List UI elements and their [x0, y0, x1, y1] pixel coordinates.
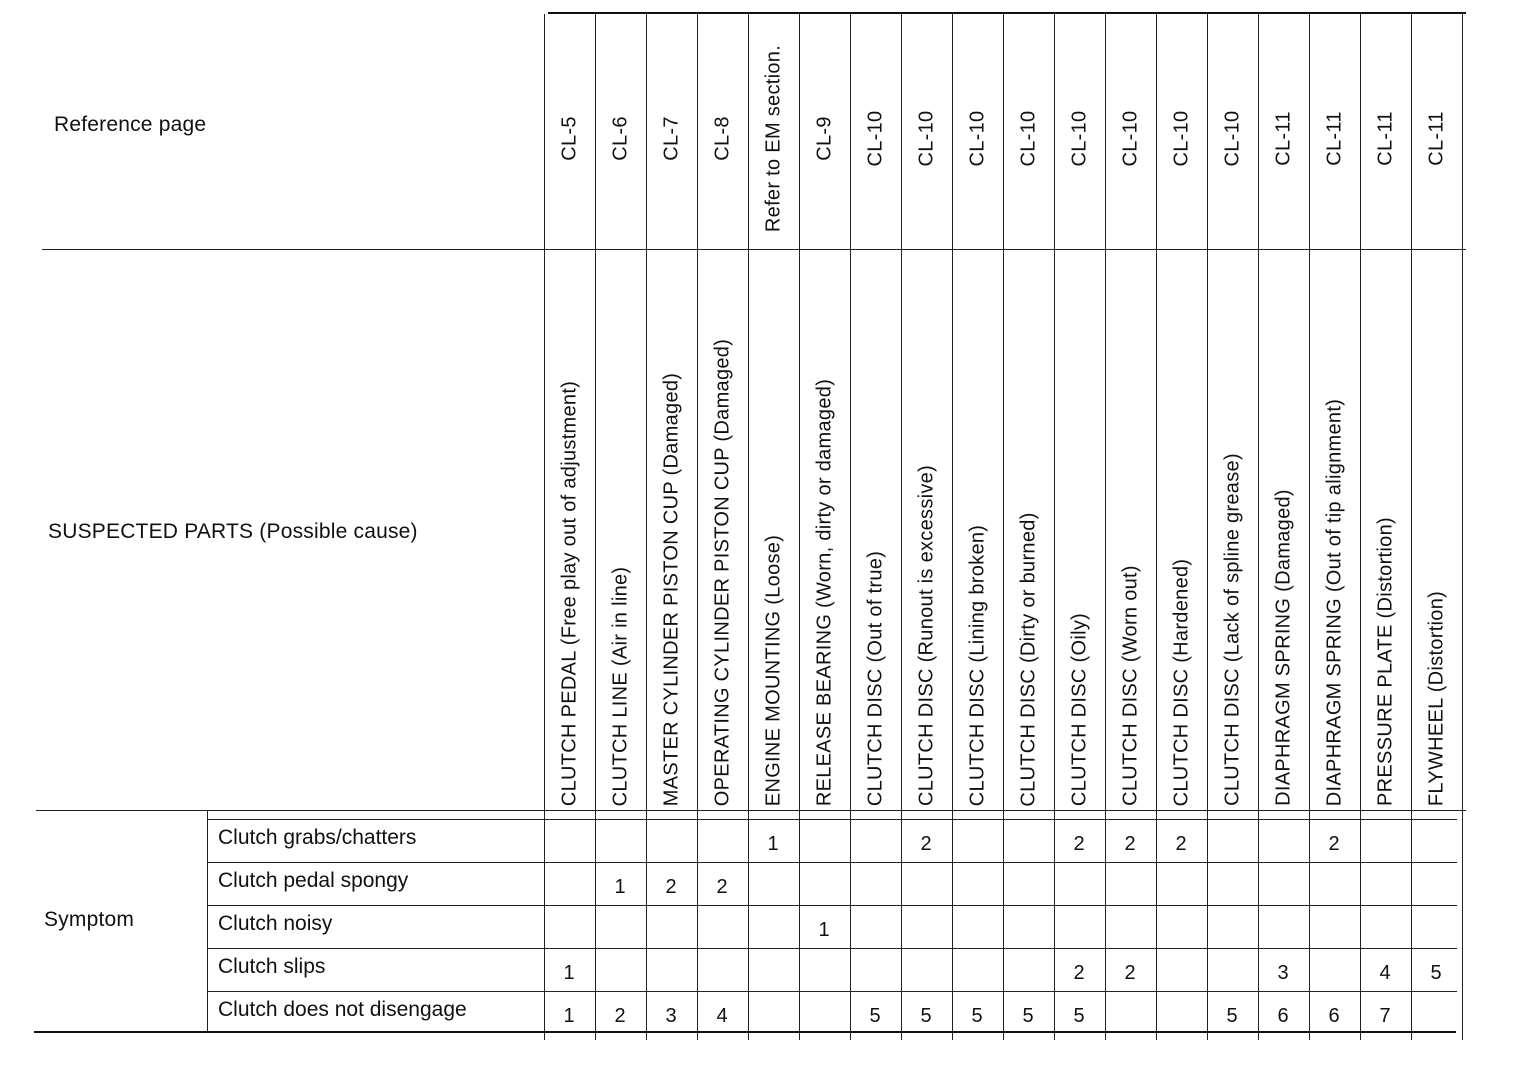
reference-page-value: CL-8 — [711, 115, 733, 161]
column-divider — [1411, 14, 1412, 1040]
column-divider — [850, 14, 851, 1040]
row-divider — [207, 862, 1457, 863]
priority-value: 7 — [1379, 1005, 1391, 1027]
column-divider — [1207, 14, 1208, 1040]
reference-page-value: CL-9 — [813, 115, 835, 161]
suspected-part-label: CLUTCH DISC (Oily) — [1068, 612, 1090, 807]
priority-value: 2 — [665, 876, 677, 898]
symptom-row-label: Clutch noisy — [218, 912, 333, 935]
suspected-part-label: DIAPHRAGM SPRING (Damaged) — [1272, 489, 1294, 806]
priority-value: 2 — [1124, 962, 1136, 984]
suspected-part-label: CLUTCH DISC (Lining broken) — [966, 524, 988, 806]
row-divider — [207, 819, 1457, 820]
priority-value: 2 — [920, 833, 932, 855]
priority-value: 1 — [614, 876, 626, 898]
reference-page-value: CL-10 — [1017, 110, 1039, 166]
row-divider — [207, 905, 1457, 906]
header-bottom-rule — [36, 810, 1466, 811]
priority-value: 5 — [971, 1005, 983, 1027]
column-divider — [1156, 14, 1157, 1040]
suspected-part-label: PRESSURE PLATE (Distortion) — [1374, 517, 1396, 806]
suspected-part-label: DIAPHRAGM SPRING (Out of tip alignment) — [1323, 398, 1345, 807]
row-divider — [207, 991, 1457, 992]
priority-value: 5 — [1073, 1005, 1085, 1027]
priority-value: 2 — [1124, 833, 1136, 855]
suspected-part-label: MASTER CYLINDER PISTON CUP (Damaged) — [660, 372, 682, 806]
reference-page-value: CL-10 — [915, 110, 937, 166]
suspected-part-label: CLUTCH PEDAL (Free play out of adjustment) — [558, 380, 580, 807]
reference-page-value: CL-10 — [1068, 110, 1090, 166]
reference-divider — [42, 249, 1466, 250]
reference-page-value: CL-11 — [1374, 110, 1396, 166]
column-divider — [1258, 14, 1259, 1040]
priority-value: 3 — [1277, 962, 1289, 984]
reference-page-value: CL-10 — [864, 110, 886, 166]
priority-value: 2 — [716, 876, 728, 898]
column-divider — [1105, 14, 1106, 1040]
reference-page-value: CL-6 — [609, 115, 631, 161]
priority-value: 2 — [1175, 833, 1187, 855]
reference-page-label: Reference page — [54, 113, 207, 136]
reference-page-value: CL-7 — [660, 115, 682, 161]
priority-value: 3 — [665, 1005, 677, 1027]
column-divider — [1003, 14, 1004, 1040]
priority-value: 4 — [1379, 962, 1391, 984]
priority-value: 2 — [1073, 962, 1085, 984]
suspected-part-label: CLUTCH DISC (Runout is excessive) — [915, 464, 937, 807]
column-divider — [799, 14, 800, 1040]
priority-value: 5 — [920, 1005, 932, 1027]
priority-value: 6 — [1277, 1005, 1289, 1027]
reference-page-value: CL-10 — [1221, 110, 1243, 166]
priority-value: 2 — [614, 1005, 626, 1027]
priority-value: 5 — [1226, 1005, 1238, 1027]
suspected-part-label: CLUTCH DISC (Hardened) — [1170, 558, 1192, 806]
suspected-part-label: FLYWHEEL (Distortion) — [1425, 590, 1447, 807]
column-divider — [1309, 14, 1310, 1040]
reference-page-value: Refer to EM section. — [762, 44, 784, 232]
symptom-row-label: Clutch grabs/chatters — [218, 826, 417, 849]
priority-value: 1 — [563, 962, 575, 984]
suspected-part-label: CLUTCH DISC (Dirty or burned) — [1017, 511, 1039, 807]
top-rule — [548, 12, 1466, 14]
reference-page-value: CL-10 — [1170, 110, 1192, 166]
priority-value: 5 — [1430, 962, 1442, 984]
column-divider — [544, 14, 545, 1040]
symptom-column-divider — [207, 810, 208, 1032]
priority-value: 1 — [818, 919, 830, 941]
symptom-row-label: Clutch slips — [218, 955, 326, 978]
column-divider — [901, 14, 902, 1040]
priority-value: 1 — [563, 1005, 575, 1027]
row-divider — [207, 948, 1457, 949]
symptom-label: Symptom — [44, 908, 135, 931]
priority-value: 5 — [1022, 1005, 1034, 1027]
suspected-part-label: CLUTCH DISC (Worn out) — [1119, 565, 1141, 806]
priority-value: 2 — [1328, 833, 1340, 855]
priority-value: 4 — [716, 1005, 728, 1027]
column-divider — [748, 14, 749, 1040]
suspected-part-label: RELEASE BEARING (Worn, dirty or damaged) — [813, 378, 835, 807]
column-divider — [1054, 14, 1055, 1040]
suspected-parts-label: SUSPECTED PARTS (Possible cause) — [48, 520, 418, 543]
bottom-rule — [34, 1031, 1456, 1033]
column-divider — [1360, 14, 1361, 1040]
column-divider — [952, 14, 953, 1040]
reference-page-value: CL-10 — [966, 110, 988, 166]
reference-page-value: CL-5 — [558, 115, 580, 161]
priority-value: 2 — [1073, 833, 1085, 855]
reference-page-value: CL-11 — [1272, 110, 1294, 166]
suspected-part-label: OPERATING CYLINDER PISTON CUP (Damaged) — [711, 338, 733, 807]
suspected-part-label: CLUTCH DISC (Out of true) — [864, 550, 886, 807]
symptom-row-label: Clutch pedal spongy — [218, 869, 409, 892]
priority-value: 5 — [869, 1005, 881, 1027]
column-divider — [1462, 14, 1463, 1040]
symptom-row-label: Clutch does not disengage — [218, 998, 467, 1021]
reference-page-value: CL-10 — [1119, 110, 1141, 166]
priority-value: 6 — [1328, 1005, 1340, 1027]
reference-page-value: CL-11 — [1323, 110, 1345, 166]
suspected-part-label: ENGINE MOUNTING (Loose) — [762, 534, 784, 807]
reference-page-value: CL-11 — [1425, 110, 1447, 166]
suspected-part-label: CLUTCH LINE (Air in line) — [609, 566, 631, 806]
suspected-part-label: CLUTCH DISC (Lack of spline grease) — [1221, 453, 1243, 806]
priority-value: 1 — [767, 833, 779, 855]
